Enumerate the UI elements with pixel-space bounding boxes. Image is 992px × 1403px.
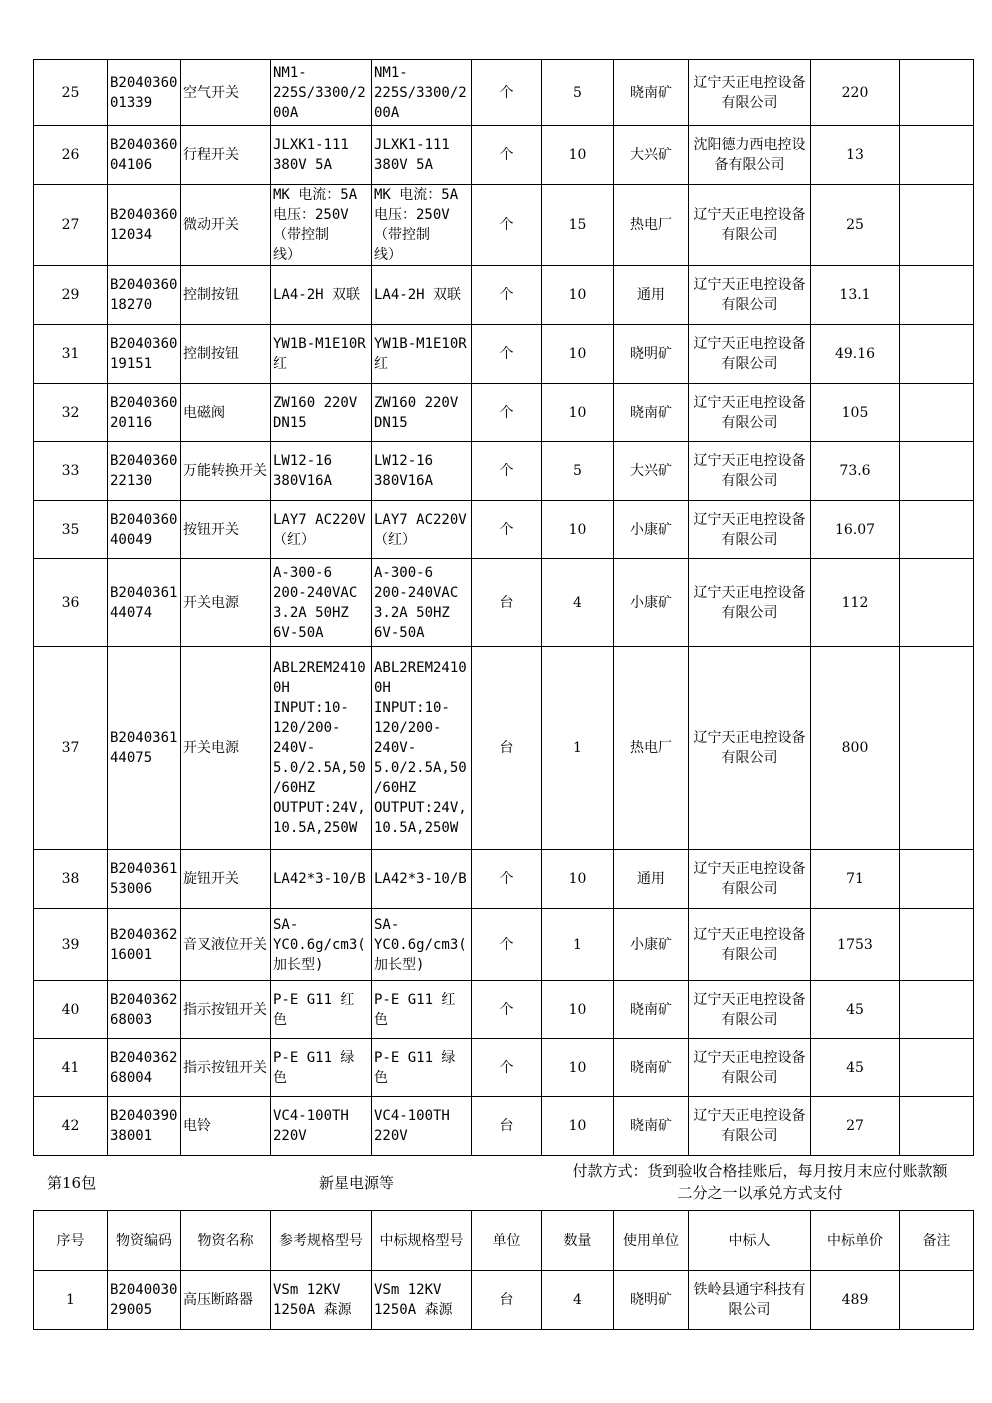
- quantity: 5: [542, 60, 614, 126]
- bid-results-table: [33, 59, 974, 1156]
- quantity: 15: [542, 185, 614, 266]
- using-unit: 晓南矿: [614, 981, 689, 1039]
- unit: 个: [472, 442, 542, 501]
- column-header: 物资名称: [181, 1211, 271, 1271]
- remarks: [900, 442, 974, 501]
- unit-price: 49.16: [811, 325, 900, 384]
- reference-spec: LAY7 AC220V （红）: [271, 501, 372, 559]
- remarks: [900, 60, 974, 126]
- unit-price: 25: [811, 185, 900, 266]
- winning-bidder: 辽宁天正电控设备有限公司: [689, 384, 811, 442]
- row-number: 27: [34, 185, 108, 266]
- unit: 个: [472, 501, 542, 559]
- package-label: 第16包: [47, 1174, 97, 1192]
- winning-bidder: 辽宁天正电控设备有限公司: [689, 501, 811, 559]
- quantity: 4: [542, 1271, 614, 1330]
- column-header: 参考规格型号: [271, 1211, 372, 1271]
- bid-spec: VSm 12KV 1250A 森源: [372, 1271, 472, 1330]
- table-row: [34, 909, 974, 981]
- quantity: 10: [542, 501, 614, 559]
- quantity: 1: [542, 909, 614, 981]
- unit: 台: [472, 1271, 542, 1330]
- unit-price: 1753: [811, 909, 900, 981]
- remarks: [900, 647, 974, 850]
- row-number: 29: [34, 266, 108, 325]
- reference-spec: MK 电流：5A 电压：250V （带控制 线）: [271, 185, 372, 266]
- material-name: 开关电源: [181, 559, 271, 647]
- material-code: B2040360 12034: [108, 185, 181, 266]
- quantity: 10: [542, 1039, 614, 1097]
- row-number: 35: [34, 501, 108, 559]
- quantity: 10: [542, 126, 614, 185]
- material-code: B2040360 01339: [108, 60, 181, 126]
- material-name: 电铃: [181, 1097, 271, 1156]
- table-row: [34, 501, 974, 559]
- bid-spec: LA4-2H 双联: [372, 266, 472, 325]
- reference-spec: VSm 12KV 1250A 森源: [271, 1271, 372, 1330]
- quantity: 10: [542, 850, 614, 909]
- row-number: 26: [34, 126, 108, 185]
- table-header-row: [34, 1211, 974, 1271]
- bid-spec: SA- YC0.6g/cm3( 加长型): [372, 909, 472, 981]
- bid-spec: VC4-100TH 220V: [372, 1097, 472, 1156]
- remarks: [900, 325, 974, 384]
- material-code: B2040360 20116: [108, 384, 181, 442]
- bid-spec: MK 电流：5A 电压：250V （带控制 线）: [372, 185, 472, 266]
- reference-spec: ZW160 220V DN15: [271, 384, 372, 442]
- row-number: 31: [34, 325, 108, 384]
- reference-spec: LW12-16 380V16A: [271, 442, 372, 501]
- unit-price: 45: [811, 981, 900, 1039]
- bid-spec: LW12-16 380V16A: [372, 442, 472, 501]
- material-code: B2040360 19151: [108, 325, 181, 384]
- row-number: 25: [34, 60, 108, 126]
- quantity: 10: [542, 981, 614, 1039]
- column-header: 中标人: [689, 1211, 811, 1271]
- table-row: [34, 981, 974, 1039]
- material-name: 高压断路器: [181, 1271, 271, 1330]
- material-name: 行程开关: [181, 126, 271, 185]
- unit-price: 13: [811, 126, 900, 185]
- quantity: 1: [542, 647, 614, 850]
- quantity: 10: [542, 1097, 614, 1156]
- row-number: 38: [34, 850, 108, 909]
- unit-price: 220: [811, 60, 900, 126]
- unit-price: 489: [811, 1271, 900, 1330]
- using-unit: 大兴矿: [614, 442, 689, 501]
- material-code: B2040362 68003: [108, 981, 181, 1039]
- material-code: B2040362 68004: [108, 1039, 181, 1097]
- unit: 个: [472, 384, 542, 442]
- using-unit: 晓明矿: [614, 1271, 689, 1330]
- material-name: 按钮开关: [181, 501, 271, 559]
- unit-price: 73.6: [811, 442, 900, 501]
- using-unit: 晓南矿: [614, 384, 689, 442]
- material-name: 万能转换开关: [181, 442, 271, 501]
- using-unit: 大兴矿: [614, 126, 689, 185]
- remarks: [900, 1097, 974, 1156]
- quantity: 4: [542, 559, 614, 647]
- unit: 个: [472, 850, 542, 909]
- table-row: [34, 384, 974, 442]
- unit: 个: [472, 909, 542, 981]
- material-code: B2040361 44074: [108, 559, 181, 647]
- column-header: 中标规格型号: [372, 1211, 472, 1271]
- quantity: 10: [542, 266, 614, 325]
- bid-spec: NM1- 225S/3300/2 00A: [372, 60, 472, 126]
- using-unit: 小康矿: [614, 501, 689, 559]
- row-number: 37: [34, 647, 108, 850]
- reference-spec: P-E G11 绿 色: [271, 1039, 372, 1097]
- quantity: 10: [542, 384, 614, 442]
- remarks: [900, 850, 974, 909]
- using-unit: 热电厂: [614, 185, 689, 266]
- bid-spec: JLXK1-111 380V 5A: [372, 126, 472, 185]
- unit-price: 27: [811, 1097, 900, 1156]
- table-row: [34, 559, 974, 647]
- using-unit: 晓明矿: [614, 325, 689, 384]
- bid-spec: P-E G11 红 色: [372, 981, 472, 1039]
- material-name: 开关电源: [181, 647, 271, 850]
- unit-price: 45: [811, 1039, 900, 1097]
- remarks: [900, 909, 974, 981]
- material-code: B2040360 18270: [108, 266, 181, 325]
- bid-spec: ZW160 220V DN15: [372, 384, 472, 442]
- unit: 个: [472, 1039, 542, 1097]
- reference-spec: NM1- 225S/3300/2 00A: [271, 60, 372, 126]
- row-number: 41: [34, 1039, 108, 1097]
- winning-bidder: 辽宁天正电控设备有限公司: [689, 559, 811, 647]
- winning-bidder: 辽宁天正电控设备有限公司: [689, 909, 811, 981]
- column-header: 数量: [542, 1211, 614, 1271]
- unit-price: 105: [811, 384, 900, 442]
- using-unit: 晓南矿: [614, 1039, 689, 1097]
- table-row: [34, 850, 974, 909]
- reference-spec: LA4-2H 双联: [271, 266, 372, 325]
- bid-spec: LA42*3-10/B: [372, 850, 472, 909]
- reference-spec: P-E G11 红 色: [271, 981, 372, 1039]
- material-code: B2040390 38001: [108, 1097, 181, 1156]
- table-row: [34, 442, 974, 501]
- remarks: [900, 1271, 974, 1330]
- column-header: 使用单位: [614, 1211, 689, 1271]
- material-name: 指示按钮开关: [181, 981, 271, 1039]
- material-code: B2040362 16001: [108, 909, 181, 981]
- unit: 个: [472, 126, 542, 185]
- unit: 个: [472, 60, 542, 126]
- payment-terms: 付款方式：货到验收合格挂账后，每月按月末应付账款额 二分之一以承兑方式支付: [572, 1162, 948, 1202]
- winning-bidder: 辽宁天正电控设备有限公司: [689, 850, 811, 909]
- material-code: B2040361 53006: [108, 850, 181, 909]
- table-row: [34, 1271, 974, 1330]
- unit-price: 16.07: [811, 501, 900, 559]
- material-name: 微动开关: [181, 185, 271, 266]
- material-name: 指示按钮开关: [181, 1039, 271, 1097]
- remarks: [900, 384, 974, 442]
- bid-spec: ABL2REM2410 0H INPUT:10- 120/200- 240V- 5.0/2.5A,50 /60HZ OUTPUT:24V, 10.5A,250W: [372, 647, 472, 850]
- quantity: 10: [542, 325, 614, 384]
- winning-bidder: 辽宁天正电控设备有限公司: [689, 266, 811, 325]
- remarks: [900, 185, 974, 266]
- column-header: 备注: [900, 1211, 974, 1271]
- remarks: [900, 126, 974, 185]
- reference-spec: VC4-100TH 220V: [271, 1097, 372, 1156]
- table-row: [34, 1097, 974, 1156]
- unit: 台: [472, 647, 542, 850]
- material-name: 旋钮开关: [181, 850, 271, 909]
- winning-bidder: 辽宁天正电控设备有限公司: [689, 60, 811, 126]
- winning-bidder: 辽宁天正电控设备有限公司: [689, 981, 811, 1039]
- table-row: [34, 126, 974, 185]
- unit-price: 71: [811, 850, 900, 909]
- material-name: 空气开关: [181, 60, 271, 126]
- using-unit: 小康矿: [614, 559, 689, 647]
- column-header: 序号: [34, 1211, 108, 1271]
- winning-bidder: 辽宁天正电控设备有限公司: [689, 1097, 811, 1156]
- row-number: 32: [34, 384, 108, 442]
- bid-spec: A-300-6 200-240VAC 3.2A 50HZ 6V-50A: [372, 559, 472, 647]
- table-row: [34, 185, 974, 266]
- table-row: [34, 325, 974, 384]
- material-name: 音叉液位开关: [181, 909, 271, 981]
- material-name: 电磁阀: [181, 384, 271, 442]
- material-name: 控制按钮: [181, 325, 271, 384]
- using-unit: 晓南矿: [614, 1097, 689, 1156]
- remarks: [900, 266, 974, 325]
- material-code: B2040360 04106: [108, 126, 181, 185]
- bid-spec: P-E G11 绿 色: [372, 1039, 472, 1097]
- reference-spec: ABL2REM2410 0H INPUT:10- 120/200- 240V- 5.0/2.5A,50 /60HZ OUTPUT:24V, 10.5A,250W: [271, 647, 372, 850]
- remarks: [900, 981, 974, 1039]
- unit: 个: [472, 981, 542, 1039]
- column-header: 中标单价: [811, 1211, 900, 1271]
- winning-bidder: 辽宁天正电控设备有限公司: [689, 325, 811, 384]
- column-header: 物资编码: [108, 1211, 181, 1271]
- unit: 个: [472, 266, 542, 325]
- unit-price: 112: [811, 559, 900, 647]
- package-title: 新星电源等: [319, 1174, 395, 1192]
- winning-bidder: 辽宁天正电控设备有限公司: [689, 185, 811, 266]
- reference-spec: YW1B-M1E10R 红: [271, 325, 372, 384]
- row-number: 39: [34, 909, 108, 981]
- row-number: 36: [34, 559, 108, 647]
- unit: 个: [472, 185, 542, 266]
- bid-spec: LAY7 AC220V （红）: [372, 501, 472, 559]
- unit: 个: [472, 325, 542, 384]
- material-code: B2040360 40049: [108, 501, 181, 559]
- remarks: [900, 1039, 974, 1097]
- reference-spec: A-300-6 200-240VAC 3.2A 50HZ 6V-50A: [271, 559, 372, 647]
- material-name: 控制按钮: [181, 266, 271, 325]
- table-row: [34, 60, 974, 126]
- reference-spec: SA- YC0.6g/cm3( 加长型): [271, 909, 372, 981]
- row-number: 1: [34, 1271, 108, 1330]
- reference-spec: LA42*3-10/B: [271, 850, 372, 909]
- using-unit: 小康矿: [614, 909, 689, 981]
- unit-price: 800: [811, 647, 900, 850]
- unit: 台: [472, 559, 542, 647]
- winning-bidder: 铁岭县通宇科技有限公司: [689, 1271, 811, 1330]
- table-row: [34, 1039, 974, 1097]
- table-row: [34, 266, 974, 325]
- material-code: B2040360 22130: [108, 442, 181, 501]
- unit: 台: [472, 1097, 542, 1156]
- material-code: B2040030 29005: [108, 1271, 181, 1330]
- winning-bidder: 辽宁天正电控设备有限公司: [689, 1039, 811, 1097]
- quantity: 5: [542, 442, 614, 501]
- material-code: B2040361 44075: [108, 647, 181, 850]
- unit-price: 13.1: [811, 266, 900, 325]
- column-header: 单位: [472, 1211, 542, 1271]
- row-number: 40: [34, 981, 108, 1039]
- winning-bidder: 辽宁天正电控设备有限公司: [689, 442, 811, 501]
- package-16-table: [33, 1210, 974, 1330]
- using-unit: 通用: [614, 850, 689, 909]
- using-unit: 通用: [614, 266, 689, 325]
- winning-bidder: 沈阳德力西电控设备有限公司: [689, 126, 811, 185]
- row-number: 33: [34, 442, 108, 501]
- table-row: [34, 647, 974, 850]
- winning-bidder: 辽宁天正电控设备有限公司: [689, 647, 811, 850]
- remarks: [900, 501, 974, 559]
- using-unit: 晓南矿: [614, 60, 689, 126]
- row-number: 42: [34, 1097, 108, 1156]
- reference-spec: JLXK1-111 380V 5A: [271, 126, 372, 185]
- remarks: [900, 559, 974, 647]
- bid-spec: YW1B-M1E10R 红: [372, 325, 472, 384]
- using-unit: 热电厂: [614, 647, 689, 850]
